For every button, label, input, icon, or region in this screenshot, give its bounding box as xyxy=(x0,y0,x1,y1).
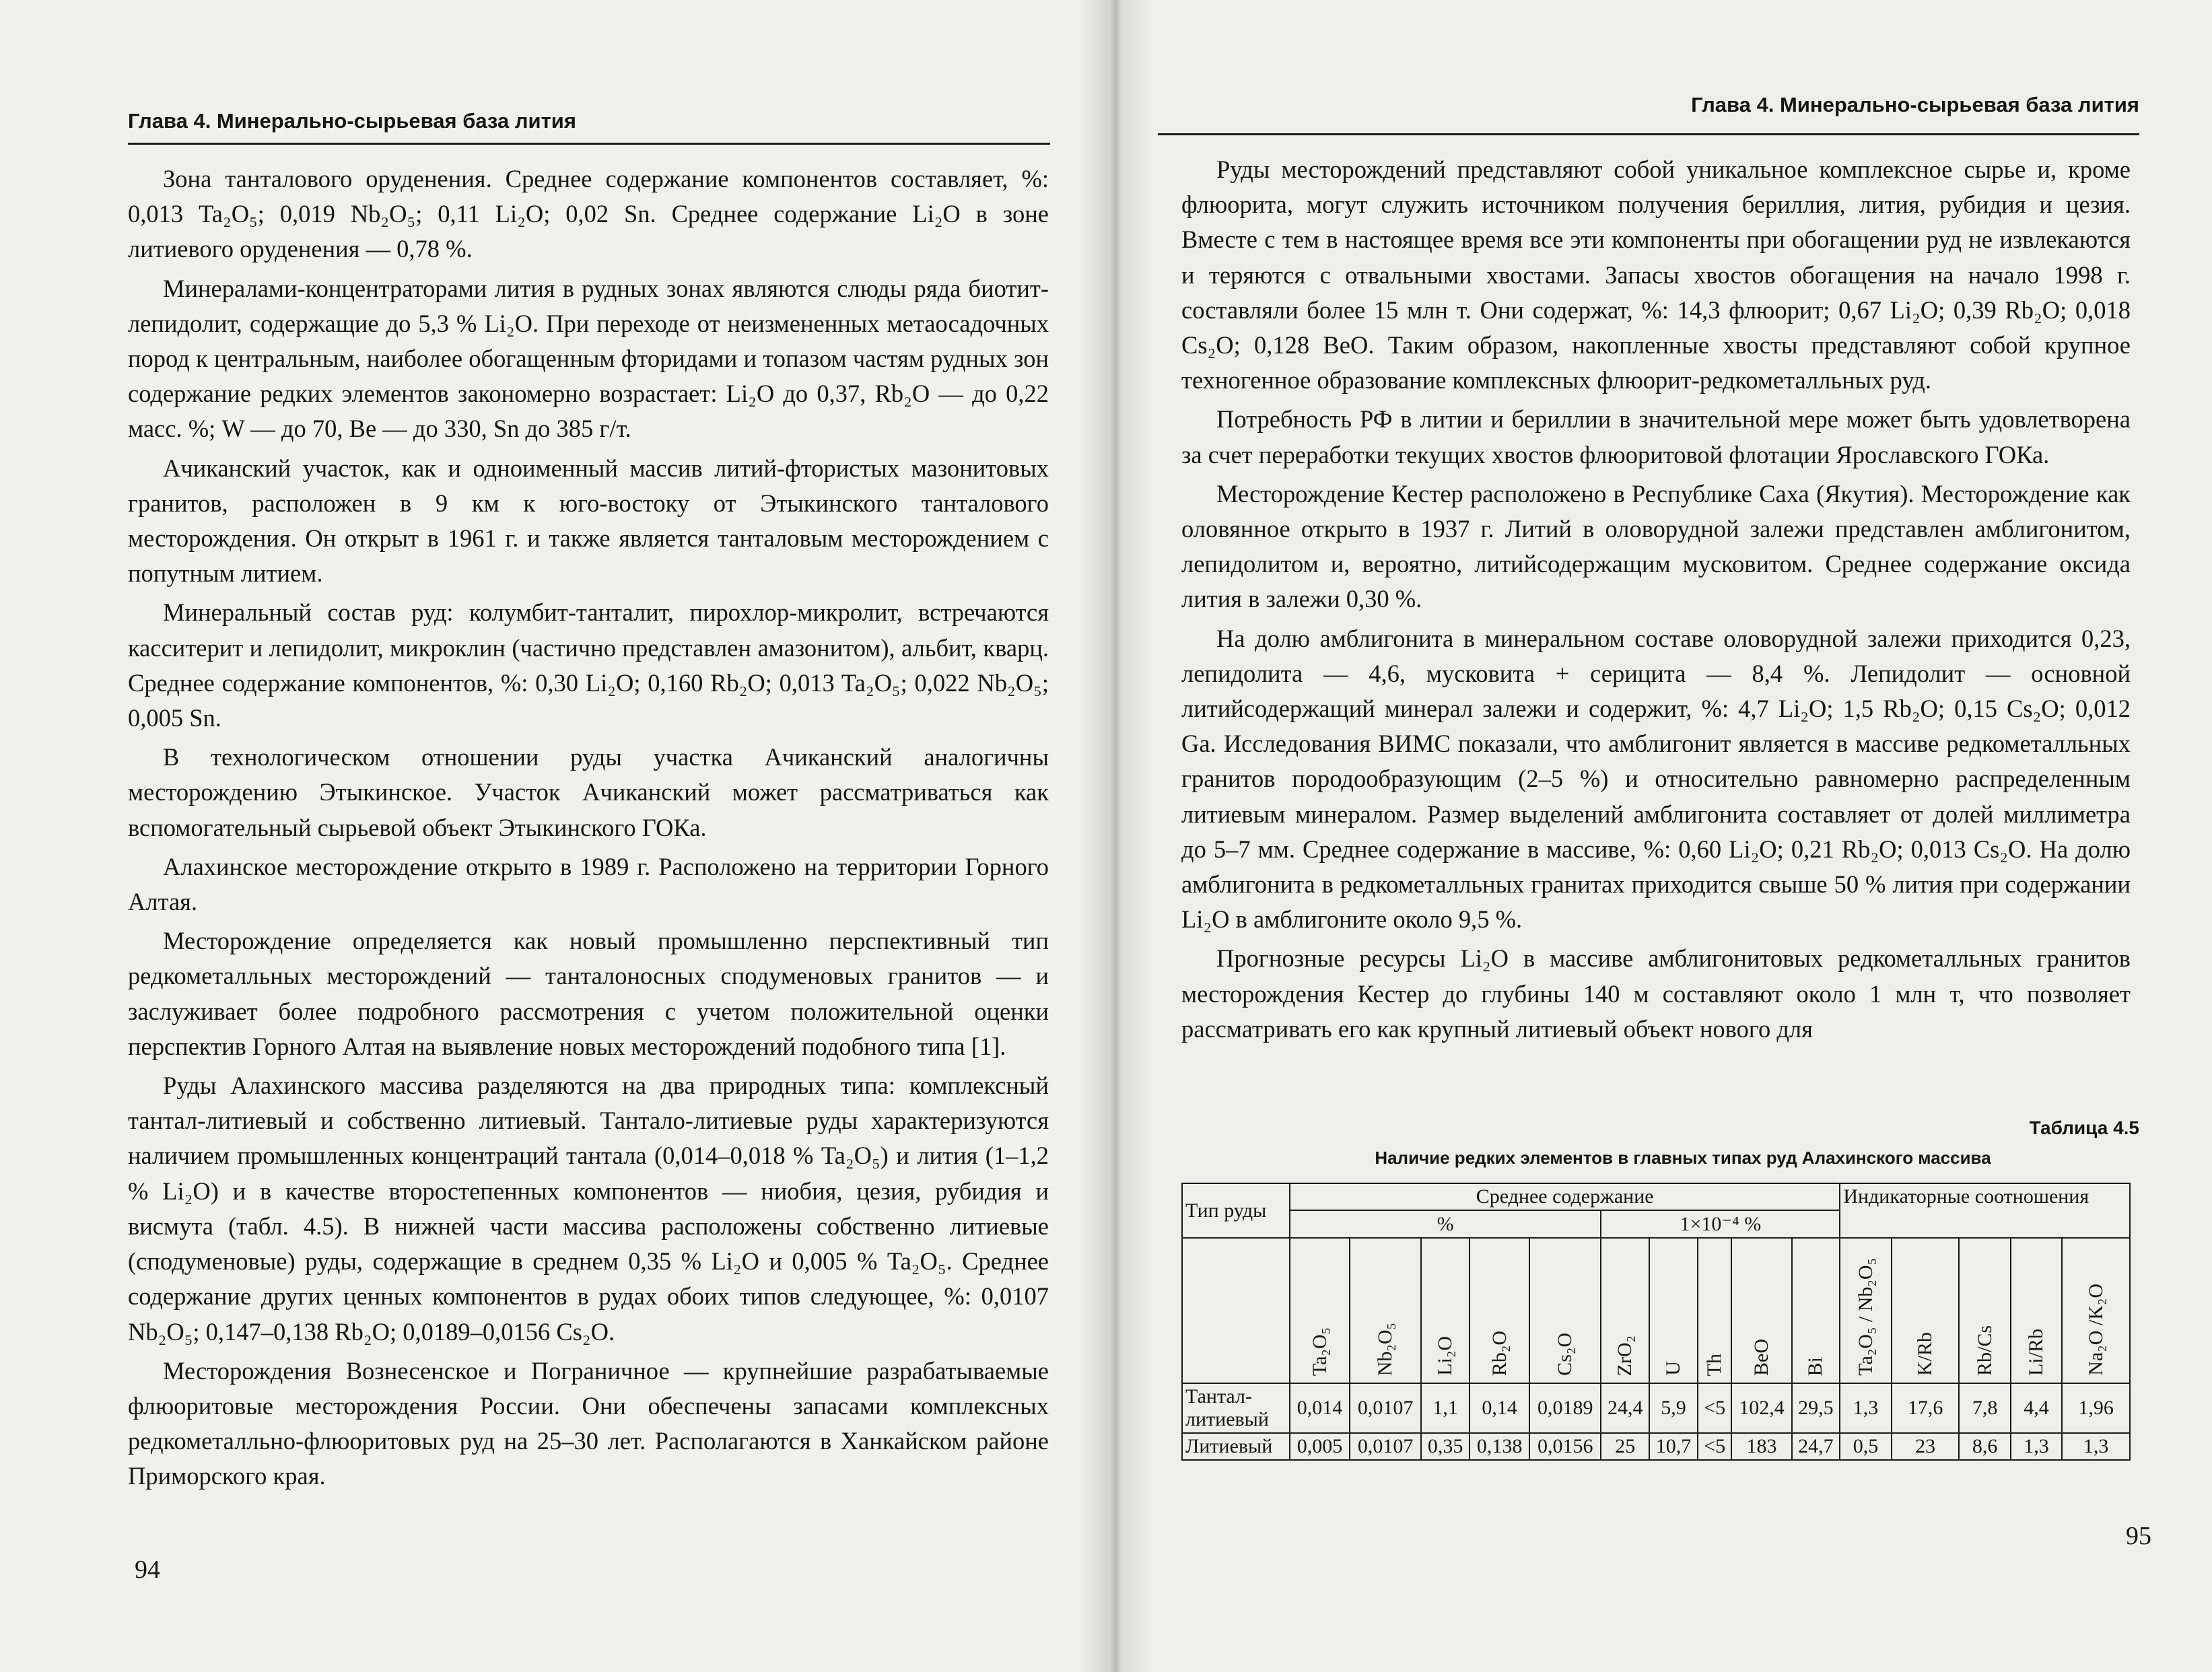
column-label-text: Ta₂O₅ xyxy=(1308,1327,1331,1376)
table-row xyxy=(1182,1383,2130,1433)
column-label-text: BeO xyxy=(1750,1339,1772,1376)
column-label-text: Ta₂O₅ / Nb₂O₅ xyxy=(1854,1258,1877,1376)
table-cell: 10,7 xyxy=(1649,1433,1698,1460)
table-cell: 23 xyxy=(1892,1433,1960,1460)
table-cell: 1,96 xyxy=(2062,1383,2130,1433)
table-cell: 5,9 xyxy=(1649,1383,1698,1433)
page-number: 95 xyxy=(2126,1522,2151,1550)
paragraph: Месторождения Вознесенское и Пограничное — крупнейшие разрабатываемые флюоритовые месторождения России. Они обеспечены запасами комплексных редкометалльно-флюоритовых руд на 25–30 лет. Располагаются в Ханкайском районе Приморского края. xyxy=(128,1356,1049,1490)
running-header: Глава 4. Минерально-сырьевая база лития xyxy=(128,109,576,133)
table-cell: 0,0107 xyxy=(1350,1433,1421,1460)
col-header-ratios: Индикаторные соотношения xyxy=(1840,1183,2130,1238)
body-text xyxy=(1181,152,2131,1051)
table-cell: 0,0189 xyxy=(1529,1383,1601,1433)
table-cell: <5 xyxy=(1698,1383,1732,1433)
table-cell: 0,005 xyxy=(1290,1433,1350,1460)
right-page xyxy=(1111,0,2212,1672)
paragraph: Минеральный состав руд: колумбит-танталит, пирохлор-микролит, встречаются касситерит и лепидолит, микроклин (частично представлен амазонитом), альбит, кварц. Среднее содержание компонентов, %: 0,30 Li₂O; 0,160 Rb₂O; 0,013 Ta₂O₅; 0,022 Nb₂O₅; 0,005 Sn. xyxy=(128,598,1049,732)
table-cell: 4,4 xyxy=(2011,1383,2062,1433)
table-cell: 7,8 xyxy=(1959,1383,2010,1433)
table-title: Наличие редких элементов в главных типах руд Алахинского массива xyxy=(1375,1148,1991,1168)
running-header: Глава 4. Минерально-сырьевая база лития xyxy=(1691,93,2139,116)
table-header-row xyxy=(1182,1183,2130,1210)
column-label xyxy=(1731,1238,1791,1383)
header-rule xyxy=(128,143,1050,145)
column-label-text: K/Rb xyxy=(1914,1331,1937,1376)
row-label: Тантал-литиевый xyxy=(1182,1383,1290,1433)
column-label-text: Li/Rb xyxy=(2025,1328,2048,1376)
column-label-text: Nb₂O₅ xyxy=(1374,1322,1397,1376)
column-label xyxy=(1698,1238,1732,1383)
column-label xyxy=(1350,1238,1421,1383)
page-number: 94 xyxy=(135,1556,160,1584)
col-header-ore-type: Тип руды xyxy=(1182,1183,1290,1238)
column-label xyxy=(1959,1238,2010,1383)
column-label xyxy=(1649,1238,1698,1383)
table-cell: 24,7 xyxy=(1792,1433,1840,1460)
table-cell: 0,14 xyxy=(1470,1383,1529,1433)
rare-elements-table xyxy=(1181,1183,2131,1461)
paragraph: Месторождение определяется как новый промышленно перспективный тип редкометалльных месторождений — танталоносных сподуменовых гранитов — и заслуживает более подробного рассмотрения с учетом положительной оценки перспектив Горного Алтая на выявление новых месторождений подобного типа [1]. xyxy=(128,927,1049,1060)
table-cell: 17,6 xyxy=(1892,1383,1960,1433)
paragraph: Прогнозные ресурсы Li₂O в массиве амблигонитовых редкометалльных гранитов месторождения Кестер до глубины 140 м составляют около 1 млн т, что позволяет рассматривать его как крупный литиевый объект нового для xyxy=(1181,944,2131,1043)
table-cell: 0,138 xyxy=(1470,1433,1529,1460)
table-cell: 0,0156 xyxy=(1529,1433,1601,1460)
table-column-labels xyxy=(1182,1238,2130,1383)
table-number: Таблица 4.5 xyxy=(2029,1117,2139,1138)
column-label-text: Na₂O /K₂O xyxy=(2084,1284,2107,1376)
table-cell-empty xyxy=(1182,1238,1290,1383)
table-cell: 25 xyxy=(1601,1433,1649,1460)
table-cell: 183 xyxy=(1731,1433,1791,1460)
table-cell: 0,0107 xyxy=(1350,1383,1421,1433)
column-label xyxy=(1529,1238,1601,1383)
col-header-ppm: 1×10⁻⁴ % xyxy=(1601,1210,1840,1238)
paragraph: На долю амблигонита в минеральном составе оловорудной залежи приходится 0,23, лепидолита — 4,6, мусковита + серицита — 8,4 %. Лепидолит — основной литийсодержащий минерал залежи и содержит, %: 4,7 Li₂O; 1,5 Rb₂O; 0,15 Cs₂O; 0,012 Ga. Исследования ВИМС показали, что амблигонит является в массиве редкометалльных гранитов породообразующим (2–5 %) и относительно равномерно распределенным литиевым минералом. Размер выделений амблигонита составляет от долей миллиметра до 5–7 мм. Среднее содержание в массиве, %: 0,60 Li₂O; 0,21 Rb₂O; 0,013 Cs₂O. На долю амблигонита в редкометалльных гранитах приходится свыше 50 % лития при содержании Li₂O в амблигоните около 9,5 %. xyxy=(1181,624,2131,934)
paragraph: Алахинское месторождение открыто в 1989 г. Расположено на территории Горного Алтая. xyxy=(128,852,1049,916)
column-label xyxy=(1421,1238,1470,1383)
table-cell: 102,4 xyxy=(1731,1383,1791,1433)
column-label-text: Th xyxy=(1703,1353,1726,1376)
column-label-text: Bi xyxy=(1804,1356,1827,1376)
book-gutter xyxy=(1077,0,1151,1672)
table-cell: 1,3 xyxy=(2011,1433,2062,1460)
table-cell: 1,3 xyxy=(1840,1383,1891,1433)
table-cell: <5 xyxy=(1698,1433,1732,1460)
col-header-average: Среднее содержание xyxy=(1290,1183,1840,1210)
column-label xyxy=(1470,1238,1529,1383)
body-text xyxy=(128,162,1049,1498)
column-label-text: ZrO₂ xyxy=(1614,1335,1636,1376)
table-row xyxy=(1182,1433,2130,1460)
paragraph: Ачиканский участок, как и одноименный массив литий-фтористых мазонитовых гранитов, расположен в 9 км к юго-востоку от Этыкинского танталового месторождения. Он открыт в 1961 г. и также является танталовым месторождением с попутным литием. xyxy=(128,454,1049,588)
column-label-text: Cs₂O xyxy=(1554,1333,1577,1376)
table-cell: 0,5 xyxy=(1840,1433,1891,1460)
paragraph: Руды месторождений представляют собой уникальное комплексное сырье и, кроме флюорита, могут служить источником получения бериллия, лития, рубидия и цезия. Вместе с тем в настоящее время все эти компоненты при обогащении руд не извлекаются и теряются с отвальными хвостами. Запасы хвостов обогащения на начало 1998 г. составляли более 15 млн т. Они содержат, %: 14,3 флюорит; 0,67 Li₂O; 0,39 Rb₂O; 0,018 Cs₂O; 0,128 BeO. Таким образом, накопленные хвосты представляют собой крупное техногенное образование комплексных флюорит-редкометалльных руд. xyxy=(1181,155,2131,394)
table-cell: 0,014 xyxy=(1290,1383,1350,1433)
table-cell: 29,5 xyxy=(1792,1383,1840,1433)
paragraph: Потребность РФ в литии и бериллии в значительной мере может быть удовлетворена за счет переработки текущих хвостов флюоритовой флотации Ярославского ГОКа. xyxy=(1181,405,2131,468)
paragraph: Зона танталового оруденения. Среднее содержание компонентов составляет, %: 0,013 Ta₂O₅; 0,019 Nb₂O₅; 0,11 Li₂O; 0,02 Sn. Среднее содержание Li₂O в зоне литиевого оруденения — 0,78 %. xyxy=(128,165,1049,263)
paragraph: Месторождение Кестер расположено в Республике Саха (Якутия). Месторождение как оловянное открыто в 1937 г. Литий в оловорудной залежи представлен амблигонитом, лепидолитом и, вероятно, литийсодержащим мусковитом. Среднее содержание оксида лития в залежи 0,30 %. xyxy=(1181,479,2131,613)
column-label-text: Rb/Cs xyxy=(1973,1325,1996,1376)
column-label-text: Li₂O xyxy=(1434,1336,1457,1376)
paragraph: Руды Алахинского массива разделяются на два природных типа: комплексный тантал-литиевый и собственно литиевый. Тантало-литиевые руды характеризуются наличием промышленных концентраций тантала (0,014–0,018 % Ta₂O₅) и лития (1–1,2 % Li₂O) и в качестве второстепенных компонентов — ниобия, цезия, рубидия и висмута (табл. 4.5). В нижней части массива расположены собственно литиевые (сподуменовые) руды, содержащие в среднем 0,35 % Li₂O и 0,005 % Ta₂O₅. Среднее содержание других ценных компонентов в рудах обоих типов следующее, %: 0,0107 Nb₂O₅; 0,147–0,138 Rb₂O; 0,0189–0,0156 Cs₂O. xyxy=(128,1072,1049,1346)
table-cell: 8,6 xyxy=(1959,1433,2010,1460)
table-cell: 24,4 xyxy=(1601,1383,1649,1433)
column-label xyxy=(1290,1238,1350,1383)
table-cell: 1,1 xyxy=(1421,1383,1470,1433)
col-header-percent: % xyxy=(1290,1210,1601,1238)
column-label xyxy=(2011,1238,2062,1383)
column-label xyxy=(2062,1238,2130,1383)
column-label xyxy=(1792,1238,1840,1383)
column-label-text: Rb₂O xyxy=(1488,1330,1511,1376)
column-label-text: U xyxy=(1662,1361,1685,1376)
column-label xyxy=(1601,1238,1649,1383)
paragraph: В технологическом отношении руды участка Ачиканский аналогичны месторождению Этыкинское. Участок Ачиканский может рассматриваться как вспомогательный сырьевой объект Этыкинского ГОКа. xyxy=(128,743,1049,841)
row-label: Литиевый xyxy=(1182,1433,1290,1460)
paragraph: Минералами-концентраторами лития в рудных зонах являются слюды ряда биотит-лепидолит, содержащие до 5,3 % Li₂O. При переходе от неизмененных метаосадочных пород к центральным, наиболее обогащенным фторидами и топазом частям рудных зон содержание редких элементов закономерно возрастает: Li₂O до 0,37, Rb₂O — до 0,22 масс. %; W — до 70, Be — до 330, Sn до 385 г/т. xyxy=(128,274,1049,443)
header-rule xyxy=(1158,133,2139,135)
column-label xyxy=(1892,1238,1960,1383)
column-label xyxy=(1840,1238,1891,1383)
table-cell: 1,3 xyxy=(2062,1433,2130,1460)
table-cell: 0,35 xyxy=(1421,1433,1470,1460)
